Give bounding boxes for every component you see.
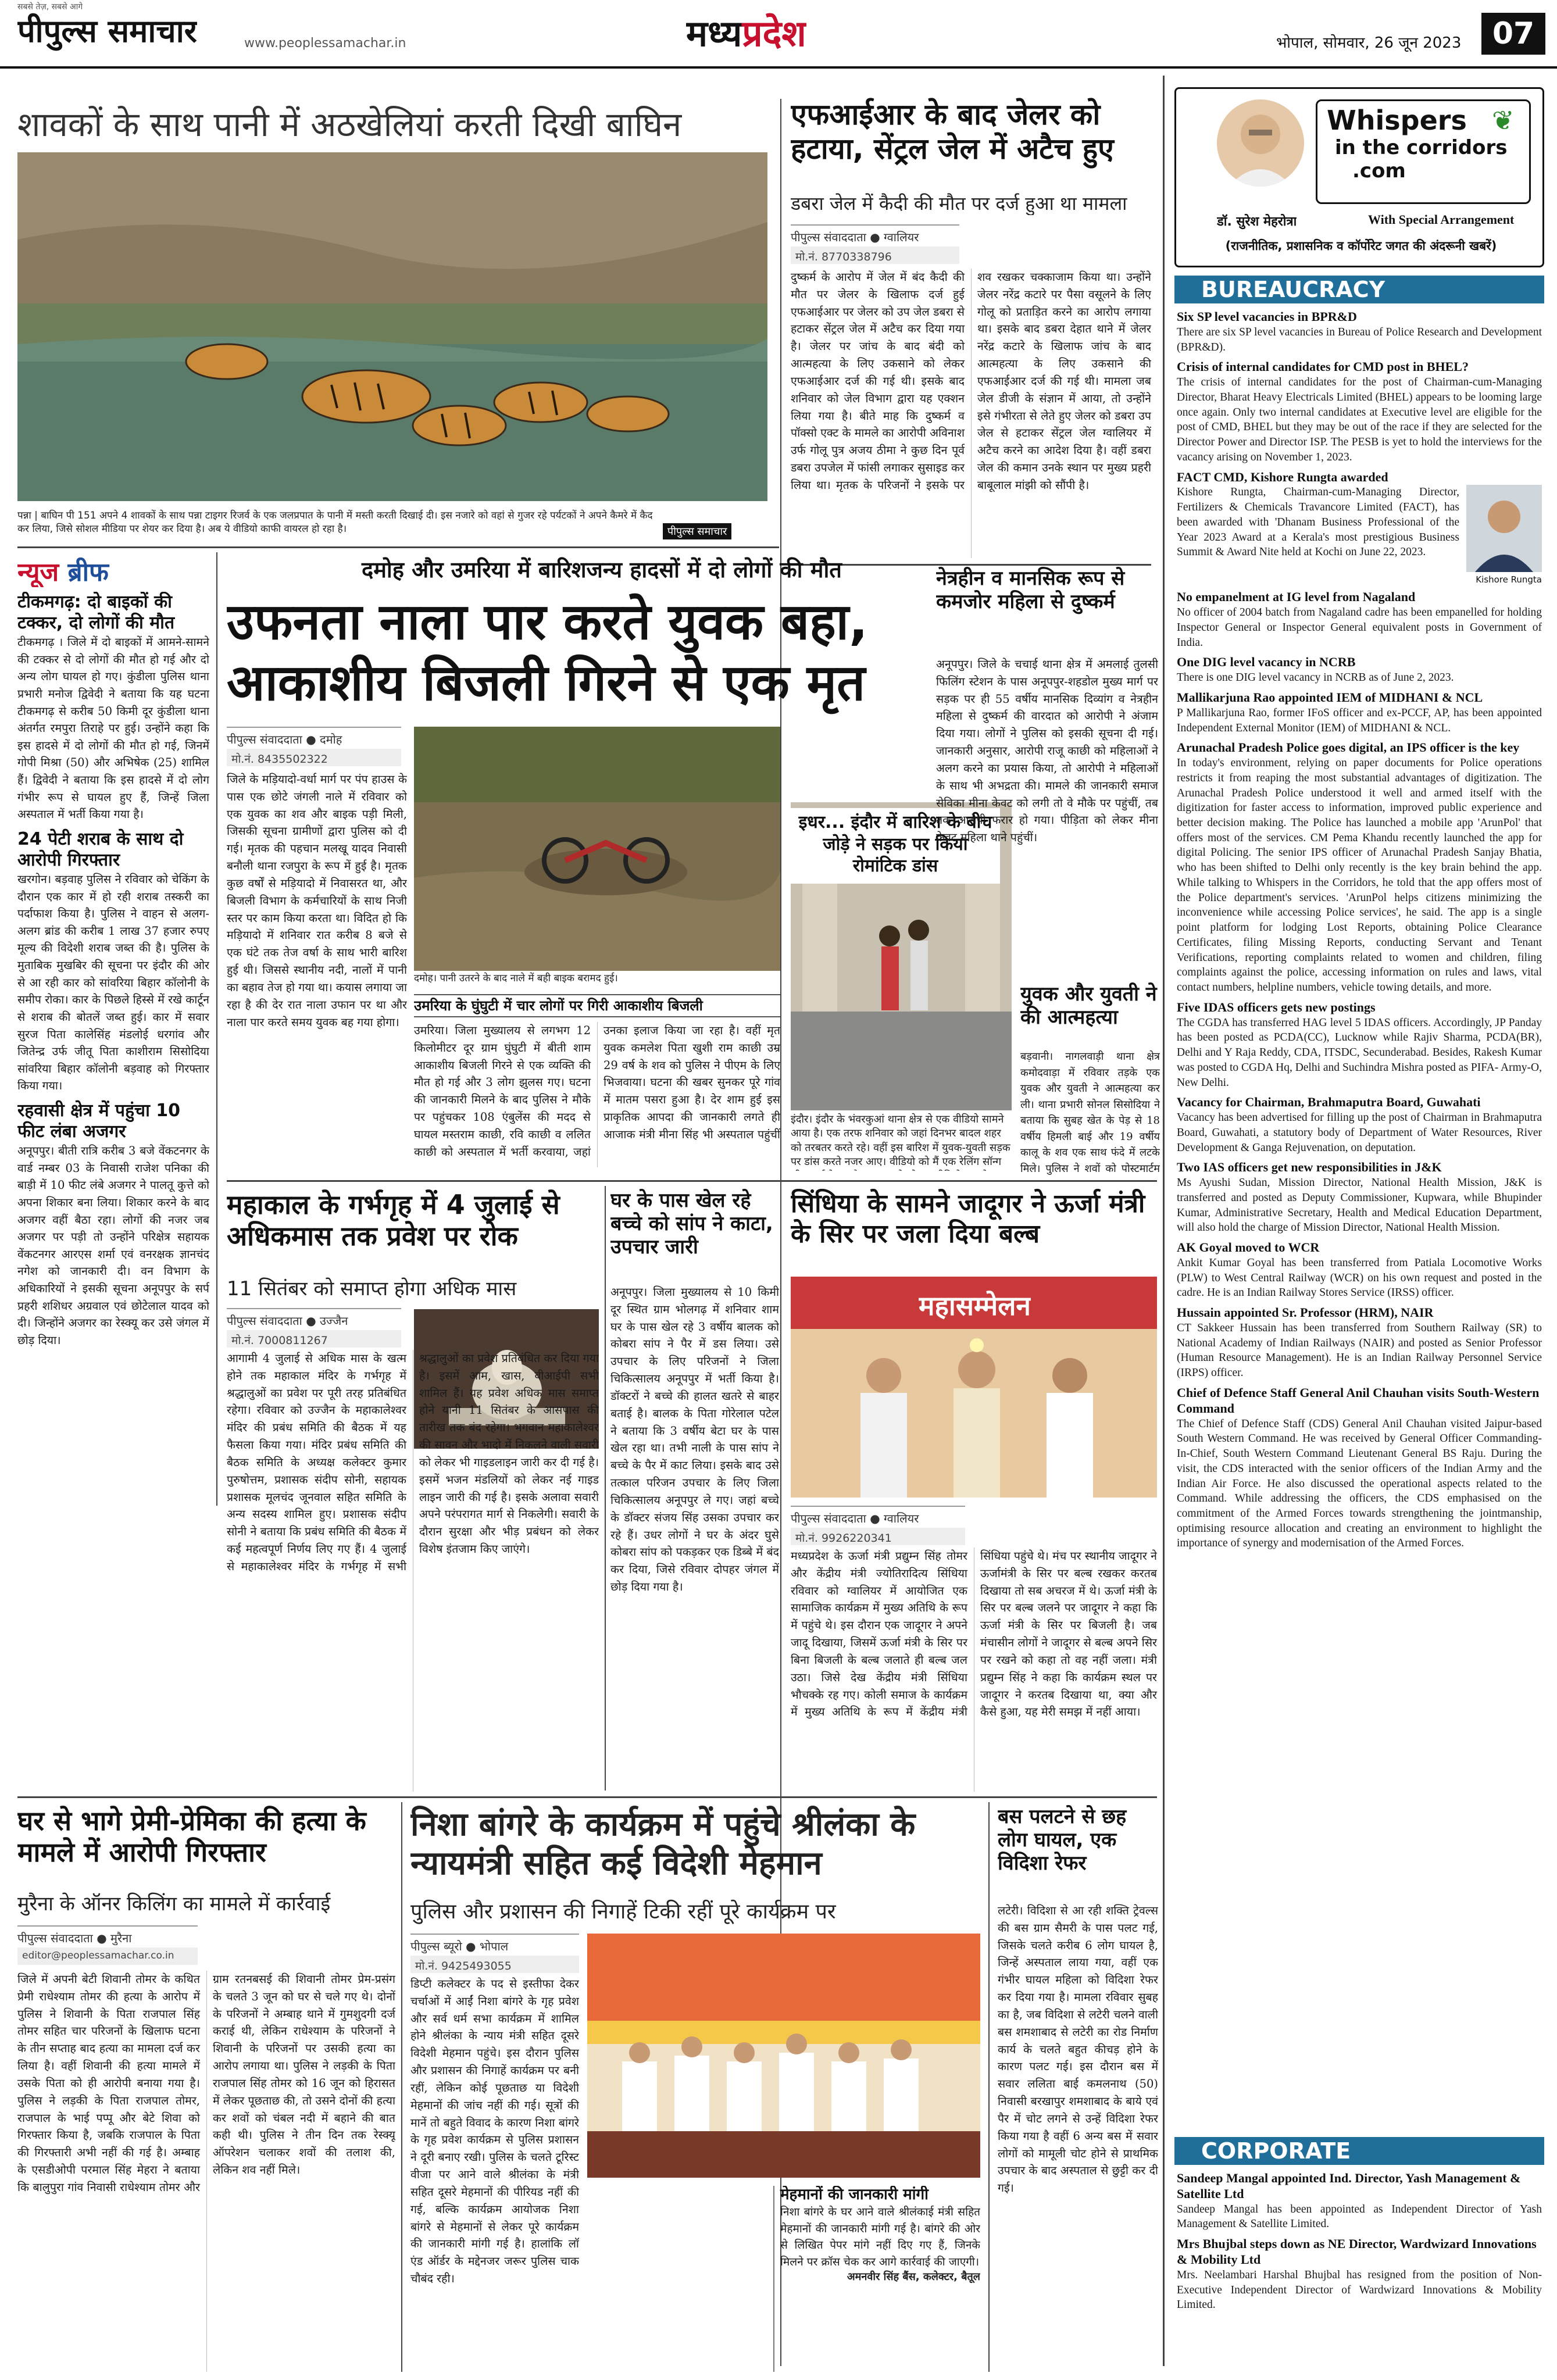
website-link[interactable]: www.peoplessamachar.in xyxy=(244,36,406,51)
brief-text: खरगोन। बड़वाह पुलिस ने रविवार को चेकिंग के दौरान एक कार में हो रही शराब तस्करी का पर्दाफाश किया है। पुलिस ने वाहन से अलग-अलग ब्रांड की करीब 1 लाख 37 हजार रुपए मूल्य की विदेशी शराब जब्त की है। पुलिस के मुताबिक मुखबिर की सूचना पर इंदौर की ओर से आ रही कार को सांवरिया बिहार कॉलोनी के समीप रोका। कार के पिछले हिस्से में रखे कार्टून से शराब की बोतलें जब्त हुई। कार में सवार सुरज पिता कालेसिंह मंडलोई धरगांव और जितेन्द्र उर्फ जीतू पिता काशीराम सिसोदिया सांवरिया बिहार कॉलोनी बड़वाह को गिरफ्तार किया गया। xyxy=(17,872,209,1093)
nisha-info-box xyxy=(773,2186,980,2372)
rungta-photo-label: Kishore Rungta xyxy=(1476,574,1542,585)
mentally-body: अनूपपुर। जिले के चचाई थाना क्षेत्र में अमलाई तुलसी फिलिंग स्टेशन के पास अनूपपुर-शहडोल मुख्य मार्ग पर सड़क पर ही 55 वर्षीय मानसिक दिव्यांग व नेत्रहीन महिला से दुष्कर्म की वारदात को आरोपी ने अंजाम दिया गया। लोगों ने पुलिस को इसकी सूचना दी गई। जानकारी अनुसार, आरोपी राजू काछी को महिलाओं ने अलग करने का प्रयास किया, तो आरोपी ने महिलाओं के साथ भी अभद्रता की। मामले की जानकारी समाज सेविका मीना केवट को लगी तो वे मौके पर पहुंचीं, तब तक आरोपी फरार हो गया। पीड़िता को लेकर मीना केवट महिला थाने पहुंचीं। xyxy=(936,657,1158,845)
damoh-headline: उफनता नाला पार करते युवक बहा, आकाशीय बिजली गिरने से एक मृत xyxy=(227,593,868,712)
honour-body: जिले में अपनी बेटी शिवानी तोमर के कथित प्रेमी राधेश्याम तोमर की हत्या के आरोप में पुलिस ने शिवानी के पिता राजपाल सिंह तोमर सहित चार परिजनों के खिलाफ घटना के तीन सप्ताह बाद हत्या का मामला दर्ज कर लिया है। वहीं शिवानी की हत्या मामले में उसके पिता को ही आरोपी बनाया गया है। पुलिस ने लड़की के पिता राजपाल तोमर, राजपाल के भाई पप्पू और बेटे शिवा को गिरफ्तार किया है, जबकि राजपाल के पिता की गिरफ्तारी अभी नहीं की गई है। अम्बाह के एसडीओपी परमाल सिंह मेहरा ने बताया कि बालुपुरा गांव निवासी राधेश्याम तोमर और ग्राम रतनबसई की शिवानी तोमर प्रेम-प्रसंग के चलते 3 जून को घर से चले गए थे। दोनों के परिजनों ने अम्बाह थाने में गुमशुदगी दर्ज कराई थी, लेकिन राधेश्याम के परिजनों ने शिवानी के परिजनों पर उसकी हत्या का आरोप लगाया था। पुलिस ने लड़की के पिता राजपाल सिंह तोमर को 16 जून को हिरासत में लेकर पूछताछ की, तो उसने दोनों की हत्या कर शवों को चंबल नदी में बहाने की बात कही थी। पुलिस ने तीन दिन तक रेस्क्यू ऑपरेशन चलाकर शवों की तलाश की, लेकिन शव नहीं मिले। xyxy=(17,1972,395,2194)
honour-byline: पीपुल्स संवाददाता ● मुरैना xyxy=(17,1925,198,1945)
whispers-item xyxy=(1177,690,1542,735)
whispers-item xyxy=(1177,1305,1542,1381)
jailer-headline: एफआईआर के बाद जेलर को हटाया, सेंट्रल जेल में अटैच हुए xyxy=(791,98,1114,166)
scindia-banner-text: महासम्मेलन xyxy=(919,1290,1031,1321)
column-divider xyxy=(216,552,217,1506)
whispers-item xyxy=(1177,1385,1542,1551)
news-brief xyxy=(17,592,209,1493)
corporate-item xyxy=(1177,2171,1542,2232)
bus-headline: बस पलटने से छह लोग घायल, एक विदिशा रेफर xyxy=(998,1805,1127,1875)
whispers-item-text: The crisis of internal candidates for the post of Chairman-cum-Managing Director, Bharat Heavy Electricals Limited (BHEL) appears to be looming large once again. Only two internal candidates at Executive level are eligible for the post of CMD, BHEL but they may be out of the race if they are selected for the Director Power and Director ISP. The PESB is yet to hold the interviews for the vacancy arising on November 1, 2023. xyxy=(1177,376,1542,463)
umaria-title: उमरिया के घुंघुटी में चार लोगों पर गिरी आकाशीय बिजली xyxy=(414,994,780,1017)
whispers-item-title: Six SP level vacancies in BPR&D xyxy=(1177,309,1357,324)
whispers-item xyxy=(1177,655,1542,685)
brief-title: रहवासी क्षेत्र में पहुंचा 10 फीट लंबा अजगर xyxy=(17,1100,181,1142)
column-divider xyxy=(988,1802,990,2372)
section-divider xyxy=(17,1796,1157,1798)
damoh-body: जिले के मड़ियादो-वर्धा मार्ग पर पंप हाउस के पास एक छोटे जंगली नाले में रविवार को एक युवक का शव और बाइक पड़ी मिली, जिसकी सूचना ग्रामीणों द्वारा पुलिस को दी गई। मृतक की पहचान मलखू यादव निवासी बनौली थाना रजपुरा के रूप में हुई है। मृतक कुछ वर्षों से मड़ियादो में निवासरत था, और बिजली विभाग के कर्मचारियों के साथ निजी स्तर पर काम किया करता था। विदित हो कि मड़ियादो में शनिवार रात करीब 8 बजे से एक घंटे तक तेज वर्षा के साथ भारी बारिश हुई थी। जिससे स्थानीय नदी, नालों में पानी का बहाव तेज हो गया था। कयास लगाया जा रहा है की देर रात नाला उफान पर था और नाला पार करते समय युवक बह गया होगा। xyxy=(227,773,407,1029)
damoh-byline: पीपुल्स संवाददाता ● दमोह xyxy=(227,727,401,746)
whispers-item xyxy=(1177,359,1542,464)
whispers-item-text: There are six SP level vacancies in Bureau of Police Research and Development (BPR&D). xyxy=(1177,326,1542,353)
indore-pill: इधर... इंदौर में बारिश के बीच जोड़े ने सड़क पर किया रोमांटिक डांस xyxy=(791,808,1000,884)
scindia-body: मध्यप्रदेश के ऊर्जा मंत्री प्रद्युम्न सिंह तोमर और केंद्रीय मंत्री ज्योतिरादित्य सिंधिया रविवार को ग्वालियर में आयोजित एक सामाजिक कार्यक्रम में मुख्य अतिथि के रूप में पहुंचे थे। इस दौरान एक जादूगर ने अपने जादू दिखाया, जिसमें ऊर्जा मंत्री के सिर पर बिना बिजली के बल्ब जलाते ही बल्ब जल उठा। जिसे देख केंद्रीय मंत्री सिंधिया भौचक्के रह गए। कोली समाज के कार्यक्रम में मुख्य अतिथि के रूप में केंद्रीय मंत्री सिंधिया पहुंचे थे। मंच पर स्थानीय जादूगर ने ऊर्जामंत्री के सिर पर बल्ब रखकर करतब दिखाया तो सब अचरज में थे। ऊर्जा मंत्री के सिर पर बल्ब जलने पर जादूगर ने कहा कि ऊर्जा मंत्री के सिर पर बिजली है। जब मंचासीन लोगों ने जादूगर से बल्ब अपने सिर पर रखने को कहा तो वह नहीं जला। मंत्री प्रद्युम्न सिंह ने कहा कि कार्यक्रम स्थल पर जादूगर ने करतब दिखाया था, क्या और कैसे हुआ, यह मेरी समझ में नहीं आया। xyxy=(791,1549,1157,1719)
snake-body: अनूपपुर। जिला मुख्यालय से 10 किमी दूर स्थित ग्राम भोलगढ़ में शनिवार शाम घर के पास खेल रहे 3 वर्षीय बालक को कोबरा सांप ने पैर में डस लिया। उसे उपचार के लिए परिजनों ने जिला चिकित्सालय अनूपपुर में भर्ती किया है। डॉक्टरों ने बच्चे की हालत खतरे से बाहर बताई है। बालक के पिता गोरेलाल पटेल ने बताया कि 3 वर्षीय बेटा घर के पास खेल रहा था। तभी नाली के पास सांप ने बच्चे के पैर में काट लिया। इसके बाद उसे तत्काल परिजन उपचार के लिए जिला चिकित्सालय अनूपपुर ले गए। जहां बच्चे के डॉक्टर संजय सिंह उसका उपचार कर रहे हैं। उधर लोगों ने घर के अंदर घुसे कोबरा सांप को पकड़कर एक डिब्बे में बंद कर दिया, जिसे रविवार दोपहर जंगल में छोड़ दिया गया है। xyxy=(610,1285,779,1594)
leaf-icon: ❦ xyxy=(1492,105,1515,136)
nisha-box-signature: अमनवीर सिंह बैंस, कलेक्टर, बैतूल xyxy=(847,2271,980,2283)
tiger-caption: पन्ना | बाघिन पी 151 अपने 4 शावकों के साथ पन्ना टाइगर रिजर्व के एक जलप्रपात के पानी में मस्ती करती दिखाई दी। इस नजारे को वहां से गुजर रहे पर्यटकों ने अपने कैमरे में कैद कर लिया, जिसे सोशल मीडिया पर शेयर कर दिया है। अब ये वीडियो काफी वायरल हो रहा है। xyxy=(17,510,653,535)
whispers-item-text: Kishore Rungta, Chairman-cum-Managing Director, Fertilizers & Chemicals Travancore Limited (FACT), has been awarded with 'Dhanam Business Professional of the Year 2023 Award at a Kerala's most prestigious Business Summit & Award Nite held at Kochi on June 22, 2023. xyxy=(1177,486,1459,559)
news-brief-label xyxy=(17,553,198,587)
brief-text: अनूपपुर। बीती रात्रि करीब 3 बजे वेंकटनगर के वार्ड नम्बर 03 के निवासी राजेश पनिका की बाड़ी में 10 फीट लंबे अजगर ने पालतू कुत्ते को अपना शिकार बना लिया। शिकार करने के बाद अजगर वहीं बैठा रहा। लोगों की नजर जब अजगर पर पड़ी तो उन्होंने परिक्षेत्र सहायक वेंकटनगर आरएस शर्मा एवं वनरक्षक ज्ञानचंद नगेश को जानकारी दी। वन विभाग के अधिकारियों ने इसकी सूचना अनूपपुर के सर्प प्रहरी शशिधर अग्रवाल एवं छोटेलाल यादव को दी। जिन्होंने अजगर का रेस्क्यू कर उसे जंगल में छोड़ दिया। xyxy=(17,1144,209,1347)
corporate-item-title: Sandeep Mangal appointed Ind. Director, Yash Management & Satellite Ltd xyxy=(1177,2171,1521,2201)
whispers-item xyxy=(1177,470,1542,585)
corporate-items xyxy=(1177,2171,1542,2368)
author-name: डॉ. सुरेश मेहरोत्रा xyxy=(1217,215,1297,229)
nisha-byline: पीपुल्स ब्यूरो ● भोपाल xyxy=(410,1934,579,1953)
damoh-kicker: दमोह और उमरिया में बारिशजन्य हादसों में दो लोगों की मौत xyxy=(362,557,842,583)
section-prefix: मध्य xyxy=(686,12,742,55)
jailer-byline: पीपुल्स संवाददाता ● ग्वालियर xyxy=(791,224,959,244)
nisha-box-title: मेहमानों की जानकारी मांगी xyxy=(780,2186,929,2203)
jailer-subhead: डबरा जेल में कैदी की मौत पर दर्ज हुआ था मामला xyxy=(791,192,1127,215)
whispers-item xyxy=(1177,309,1542,355)
page-number: 07 xyxy=(1481,13,1545,55)
author-portrait-image xyxy=(1217,99,1304,187)
whispers-item-title: One DIG level vacancy in NCRB xyxy=(1177,655,1356,670)
whispers-tagline: (राजनीतिक, प्रशासनिक व कॉर्पोरेट जगत की अंदरूनी खबरें) xyxy=(1225,239,1497,253)
column-divider xyxy=(401,1802,402,2372)
whispers-item xyxy=(1177,589,1542,650)
whispers-item-title: AK Goyal moved to WCR xyxy=(1177,1240,1320,1255)
tiger-photo-image xyxy=(17,152,767,501)
column-divider xyxy=(605,1186,606,1791)
whispers-item-title: Five IDAS officers gets new postings xyxy=(1177,999,1376,1014)
rungta-portrait-image xyxy=(1466,485,1542,572)
author-portrait xyxy=(1217,99,1304,187)
news-brief-label-a: न्यूज xyxy=(17,558,59,587)
masthead xyxy=(0,0,1557,69)
column-divider xyxy=(1163,76,1165,2366)
scindia-byline: पीपुल्स संवाददाता ● ग्वालियर xyxy=(791,1506,965,1525)
honour-headline: घर से भागे प्रेमी-प्रेमिका की हत्या के मामले में आरोपी गिरफ्तार xyxy=(17,1805,366,1868)
whispers-item xyxy=(1177,1000,1542,1091)
bike-photo-caption: दमोह। पानी उतरने के बाद नाले में बही बाइक बरामद हुई। xyxy=(414,972,780,989)
brief-title: 24 पेटी शराब के साथ दो आरोपी गिरफ्तार xyxy=(17,828,184,870)
snake-headline: घर के पास खेल रहे बच्चे को सांप ने काटा, उपचार जारी xyxy=(610,1189,773,1259)
honour-subhead: मुरैना के ऑनर किलिंग का मामले में कार्रवाई xyxy=(17,1892,331,1916)
tiger-photo xyxy=(17,152,767,501)
nisha-headline: निशा बांगरे के कार्यक्रम में पहुंचे श्रीलंका के न्यायमंत्री सहित कई विदेशी मेहमान xyxy=(410,1806,916,1883)
corporate-item-text: Mrs. Neelambari Harshal Bhujbal has resigned from the position of Non-Executive Independent Director of Wardwizard Innovations & Mobility Limited. xyxy=(1177,2268,1542,2311)
bus-body: लटेरी। विदिशा से आ रही शक्ति ट्रेवल्स की बस ग्राम सैमरी के पास पलट गई, जिसके चलते करीब 6 लोग घायल है, जिन्हें अस्पताल लाया गया, वहीं एक गंभीर घायल महिला को विदिशा रेफर कर दिया गया है। मामला रविवार सुबह का है, जब विदिशा से लटेरी चलने वाली बस शमशाबाद से लटेरी का रोड निर्माण कार्य के चलते बहुत कीचड़ होने के कारण पलट गई। इस दौरान बस में सवार ललिता बाई कमलनाथ (50) निवासी बरखापुर शमशाबाद के बाये एवं पैर में चोट लगने से उन्हें विदिशा रेफर किया गया है वहीं 6 अन्य बस में सवार लोगों को मामूली चोट होने से प्राथमिक उपचार के बाद अस्पताल से छुट्टी कर दी गई। xyxy=(998,1904,1158,2195)
whispers-item-title: Two IAS officers get new responsibilities in J&K xyxy=(1177,1160,1442,1175)
whispers-item-body xyxy=(1177,485,1542,585)
umaria-body: उमरिया। जिला मुख्यालय से लगभग 12 किलोमीटर दूर ग्राम घुंघुटी में बीती शाम आकाशीय बिजली गिरने से एक व्यक्ति की मौत हो गई और 3 लोग झुलस गए। घटना की जानकारी मिलने के बाद पुलिस ने मौके पर पहुंचकर 108 एंबुलेंस की मदद से घायल मस्तराम काछी, रवि काछी व ललित काछी को अस्पताल में भर्ती करवाया, जहां उनका इलाज किया जा रहा है। वहीं मृत युवक कमलेश पिता खुशी राम काछी उम्र 29 वर्ष के शव को पुलिस ने पीएम के लिए भिजवाया। घटना की खबर सुनकर पूरे गांव में मातम पसरा हुआ है। देर शाम हुई इस प्राकृतिक आपदा की जानकारी लगते ही आजाक मंत्री मीना सिंह भी अस्पताल पहुंचीं xyxy=(414,1024,780,1159)
whispers-logo-line2: in the corridors xyxy=(1335,136,1508,159)
whispers-item-title: Crisis of internal candidates for CMD post in BHEL? xyxy=(1177,359,1469,374)
brief-item xyxy=(17,829,209,1095)
whispers-item xyxy=(1177,740,1542,995)
section-title xyxy=(686,8,806,57)
whispers-logo xyxy=(1316,99,1531,204)
honour-email[interactable]: editor@peoplessamachar.co.in xyxy=(17,1947,198,1965)
whispers-item-text: Ms Ayushi Sudan, Mission Director, National Health Mission, J&K is transferred and posted as Deputy Commissioner, Kupwara, while Bhupinder Kumar, Administrative Secretary, Health and Medical Education Department, will also hold the charge of Mission Director, National Health Mission. xyxy=(1177,1177,1542,1234)
couple-headline: युवक और युवती ने की आत्महत्या xyxy=(1020,982,1157,1030)
brief-item xyxy=(17,1100,209,1349)
whispers-item-title: Arunachal Pradesh Police goes digital, an IPS officer is the key xyxy=(1177,740,1520,755)
scindia-mobile: मो.नं. 9926220341 xyxy=(791,1528,965,1545)
whispers-item-text: The Chief of Defence Staff (CDS) General Anil Chauhan visited Jaipur-based South Western Command. He was received by General Officer Commanding-In-Chief, South Western Command Lieutenant General BS Raju. During the visit, the CDS interacted with the senior officers of the Indian Army and the Indian Air Force. He also discussed the operational aspects related to the Command. While addressing the officers, the CDS emphasised on the commitment of the Armed Forces towards strengthening the jointmanship, optimising resource allocation and creating an environment to highlight the importance of synergy and modernisation of the Armed Forces. xyxy=(1177,1417,1542,1550)
whispers-item xyxy=(1177,1160,1542,1235)
rungta-photo xyxy=(1466,485,1542,585)
corporate-item-title: Mrs Bhujbal steps down as NE Director, Wardwizard Innovations & Mobility Ltd xyxy=(1177,2236,1537,2267)
damoh-mobile: मो.नं. 8435502322 xyxy=(227,749,401,766)
bike-photo-image xyxy=(414,727,780,971)
whispers-item xyxy=(1177,1240,1542,1300)
whispers-item-title: FACT CMD, Kishore Rungta awarded xyxy=(1177,469,1388,484)
mahakal-body: आगामी 4 जुलाई से अधिक मास के खत्म होने तक महाकाल मंदिर के गर्भगृह में श्रद्धालुओं का प्रवेश पर पूरी तरह प्रतिबंधित रहेगा। रविवार को उज्जैन के महाकालेश्वर मंदिर की प्रबंध समिति की बैठक में यह फैसला किया गया। मंदिर प्रबंध समिति की बैठक समिति के अध्यक्ष कलेक्टर कुमार पुरुषोत्तम, प्रशासक संदीप सोनी, सहायक प्रशासक मूलचंद जूनवाल सहित समिति के अन्य सदस्य शामिल हुए। प्रशासक संदीप सोनी ने बताया कि प्रबंध समिति की बैठक में कई महत्वपूर्ण निर्णय लिए गए हैं। 4 जुलाई से महाकालेश्वर मंदिर के गर्भगृह में सभी श्रद्धालुओं का प्रवेश प्रतिबंधित कर दिया गया है। इसमें आम, खास, वीआईपी सभी शामिल हैं। यह प्रवेश अधिक मास समाप्त होने यानी 11 सितंबर के आसपास की तारीख तक बंद रहेगा। भगवान महाकालेश्वर की सावन और भादो में निकलने वाली सवारी को लेकर भी गाइडलाइन जारी कर दी गई है। इसमें भजन मंडलियों को लेकर नई गाइड लाइन जारी की गई है। इसके अलावा सवारी अपने परंपरागत मार्ग से निकलेगी। सवारी के दौरान सुरक्षा और भीड़ प्रबंधन को लेकर विशेष इंतजाम किए जाएंगे। xyxy=(227,1352,599,1573)
whispers-logo-line3: .com xyxy=(1352,159,1406,183)
whispers-item-text: In today's environment, relying on paper documents for Police operations restricts it from reaping the most substantial advantages of digitization. The Arunachal Pradesh Police understood it well and armed itself with the digitization for faster access to information, improved public experience and better decision making. The Police has launched a mobile app 'ArunPol' that offers most of the services. CM Pema Khandu recently launched the app for digital Policing. The senior IPS officer of Arunachal Pradesh Sanjay Bhatia, who has been shifted to Delhi only recently is the key brain behind the app. While talking to Whispers in the Corridors, he told that the app offers most of the Police department's services. 'ArunPol helps citizens minimizing the inconvenience while accessing Police services', he said. The app is a single point platform for lodging Lost Reports, obtaining Police Clearance Certificates, filing Missing Reports, conducting Servant and Tenant Verifications, reporting complaints related to women and children, filing complaints against the police, accessing information on rules and laws, vital contact numbers, helpline numbers, vehicle towing details, and more. xyxy=(1177,757,1542,994)
arrangement-note: With Special Arrangement xyxy=(1368,212,1515,227)
corporate-item-text: Sandeep Mangal has been appointed as Independent Director of Yash Management & Satellite Limited. xyxy=(1177,2203,1542,2231)
nisha-body-col2 xyxy=(587,2186,762,2372)
section-divider xyxy=(17,546,779,548)
nisha-photo-image xyxy=(587,1934,980,2178)
mahakal-subhead: 11 सितंबर को समाप्त होगा अधिक मास xyxy=(227,1277,517,1300)
whispers-item-text: Vacancy has been advertised for filling up the post of Chairman in Brahmaputra Board, Guwahati, a statutory body of Department of Water Resources, River Development & Ganga Rejuvenation, on deputation. xyxy=(1177,1112,1542,1154)
tiger-photo-credit: पीपुल्स समाचार xyxy=(663,523,731,539)
nisha-subhead: पुलिस और प्रशासन की निगाहें टिकी रहीं पूरे कार्यक्रम पर xyxy=(410,1900,836,1924)
brief-text: टीकमगढ़ । जिले में दो बाइकों में आमने-सामने की टक्कर से दो लोगों की मौत हो गई और दो अन्य लोग घायल हो गए। कुंडीला पुलिस थाना प्रभारी मनोज द्विवेदी ने बताया कि यह घटना टीकमगढ़ से करीब 50 किमी दूर कुंडीला थाना अंतर्गत रमपुरा तिराहे पर हुई। उन्होंने कहा कि इस हादसे में दो लोगों की मौत हो गई, जिनमें गोपी मिश्रा (50) और अभिषेक (25) शामिल हैं। द्विवेदी ने बताया कि इस हादसे में दो लोग गंभीर रूप से घायल हुए हैं, जिन्हें जिला अस्पताल में भर्ती किया गया है। xyxy=(17,635,209,821)
whispers-item xyxy=(1177,1095,1542,1155)
brief-item xyxy=(17,592,209,823)
brief-title: टीकमगढ़: दो बाइकों की टक्कर, दो लोगों की मौत xyxy=(17,592,175,633)
nisha-photo xyxy=(587,1934,980,2178)
whispers-logo-line1: Whispers xyxy=(1327,105,1467,136)
scindia-headline: सिंधिया के सामने जादूगर ने ऊर्जा मंत्री के सिर पर जला दिया बल्ब xyxy=(791,1189,1145,1249)
section-divider xyxy=(227,1180,1157,1182)
whispers-header xyxy=(1174,87,1544,267)
scindia-photo xyxy=(791,1277,1157,1498)
whispers-item-text: There is one DIG level vacancy in NCRB as of June 2, 2023. xyxy=(1177,671,1454,684)
section-suffix: प्रदेश xyxy=(742,12,806,55)
bureaucracy-ribbon: BUREAUCRACY xyxy=(1174,276,1544,303)
whispers-item-text: The CGDA has transferred HAG level 5 IDAS officers. Accordingly, JP Panday has been posted as PCDA(CC), Lucknow while Rajiv Sharma, PCDA(BR), Delhi and Y Raja Reddy, CDA, ITSDC, Secunderabad. Besides, Rakesh Kumar was posted to CGDA Hq, Delhi and Suchindra Mishra posted as PIFA- Army-O, New Delhi. xyxy=(1177,1016,1542,1089)
newspaper-logo: पीपुल्स समाचार xyxy=(17,13,197,49)
whispers-item-title: Chief of Defence Staff General Anil Chauhan visits South-Western Command xyxy=(1177,1385,1540,1416)
corporate-item xyxy=(1177,2236,1542,2313)
whispers-item-text: Ankit Kumar Goyal has been transferred from Patiala Locomotive Works (PLW) to West Central Railway (WCR) on his own request and posted in the cadre. He is an Indian Railway Stores Service (IRSS) officer. xyxy=(1177,1256,1542,1299)
mentally-headline: नेत्रहीन व मानसिक रूप से कमजोर महिला से दुष्कर्म xyxy=(936,567,1125,614)
mahakal-headline: महाकाल के गर्भगृह में 4 जुलाई से अधिकमास तक प्रवेश पर रोक xyxy=(227,1189,560,1252)
whispers-item-text: No officer of 2004 batch from Nagaland cadre has been empanelled for holding Inspector General or Inspector General equivalent posts in Government of India. xyxy=(1177,606,1542,649)
nisha-mobile: मो.नं. 9425493055 xyxy=(410,1956,579,1973)
couple-body: बड़वानी। नागलवाड़ी थाना क्षेत्र कमोदवाड़ा में रविवार तड़के एक युवक और युवती ने आत्महत्या कर ली। थाना प्रभारी सोनल सिसोदिया ने बताया कि सुबह खेत के पेड़ से 18 वर्षीय हिमली बाई और 19 वर्षीय कालू के शव एक साथ फंदे में लटके मिले। पुलिस ने शवों को पोस्टमार्टम xyxy=(1020,1050,1160,1175)
whispers-item-title: Hussain appointed Sr. Professor (HRM), NAIR xyxy=(1177,1305,1434,1320)
jailer-body: दुष्कर्म के आरोप में जेल में बंद कैदी की मौत पर जेलर के खिलाफ दर्ज हुई एफआईआर पर जेलर को उप जेल डबरा से हटाकर सेंट्रल जेल में अटैच कर दिया गया है। जेलर पर जांच के बाद बंदी को आत्महत्या के लिए उकसाने को लेकर एफआईआर दर्ज की गई थी। इसके बाद शनिवार को जेल विभाग द्वारा यह एक्शन लिया गया है। बीते माह कि दुष्कर्म व पॉक्सो एक्ट के मामले का आरोपी अविनाश उर्फ गोलू पुत्र अजय ठीमा ने कुछ दिन पूर्व डबरा उपजेल में फांसी लगाकर सुसाइड कर लिया था। मृतक के परिजनों ने इसके पर शव रखकर चक्काजाम किया था। उन्होंने जेलर नरेंद्र कटारे पर पैसा वसूलने के लिए गोलू को प्रताड़ित करने का आरोप लगाया था। इसके बाद डबरा देहात थाने में जेलर नरेंद्र कटारे के खिलाफ जांच के बाद आत्महत्या के लिए उकसाने की एफआईआर दर्ज की गई थी। मामला जब जेल डीजी के संज्ञान में आया, तो उन्होंने इसे गंभीरता से लेते हुए जेलर को डबरा उप जेल से हटाकर सेंट्रल जेल ग्वालियर में अटैच करने का आदेश दिया है। वहीं डबरा जेल की कमान उनके स्थान पर मुख्य प्रहरी बाबूलाल मांझी को सौंपी है। xyxy=(791,270,1151,492)
indore-caption: इंदौर। इंदौर के भंवरकुआं थाना क्षेत्र से एक वीडियो सामने आया है। एक तरफ शनिवार को जहां दिनभर बादल शहर को तरबतर करते रहे। वहीं इस बारिश में युवक-युवती सड़क पर डांस करते नजर आए। वीडियो को मैं एक रेलिंग सॉन्ग xyxy=(791,1113,1010,1168)
news-brief-label-b: ब्रीफ xyxy=(67,558,109,587)
dateline: भोपाल, सोमवार, 26 जून 2023 xyxy=(1276,34,1462,52)
tiger-headline: शावकों के साथ पानी में अठखेलियां करती दिखी बाघिन xyxy=(17,105,682,144)
mahakal-mobile: मो.नं. 7000811267 xyxy=(227,1330,401,1348)
logo-tagline: सबसे तेज़, सबसे आगे xyxy=(17,2,83,12)
jailer-mobile: मो.नं. 8770338796 xyxy=(791,246,959,264)
bike-photo xyxy=(414,727,780,971)
whispers-item-text: CT Sakkeer Hussain has been transferred from Southern Railway (SR) to National Academy of Indian Railways (NAIR) and posted as Senior Professor (Human Resource Management). He is an Indian Railway Personnel Service (IRPS) officer. xyxy=(1177,1321,1542,1380)
whispers-items xyxy=(1177,309,1542,2059)
whispers-item-text: P Mallikarjuna Rao, former IFoS officer and ex-PCCF, AP, has been appointed Independent External Monitor (IEM) of MIDHANI & NCL. xyxy=(1177,706,1542,734)
corporate-ribbon: CORPORATE xyxy=(1174,2137,1544,2165)
nisha-body-col1: डिप्टी कलेक्टर के पद से इस्तीफा देकर चर्चाओं में आईं निशा बांगरे के गृह प्रवेश और सर्व धर्म सभा कार्यक्रम में शामिल होने श्रीलंका के न्याय मंत्री सहित दूसरे विदेशी मेहमान पहुंचे। इस दौरान पुलिस और प्रशासन की निगाहें कार्यक्रम पर बनी रहीं, लेकिन कोई पूछताछ या विदेशी मेहमानों की जांच नहीं की गई। सूत्रों की मानें तो बहुते विवाद के कारण निशा बांगरे के गृह प्रवेश कार्यक्रम से पुलिस प्रशासन ने दूरी बनाए रखी। पुलिस के चलते टूरिस्ट वीजा पर आने वाले श्रीलंका के मंत्री सहित दूसरे मेहमानों की पीरियड नहीं की गई, बल्कि कार्यक्रम आयोजक निशा बांगरे से मेहमानों से लेकर पूरे कार्यक्रम की जानकारी मांगी गई है। हालांकि लॉ एंड ऑर्डर के मद्देनजर जरूर पुलिस चाक चौबंद रही। xyxy=(410,1977,579,2286)
mahakal-byline: पीपुल्स संवाददाता ● उज्जैन xyxy=(227,1308,401,1328)
whispers-item-title: Vacancy for Chairman, Brahmaputra Board, Guwahati xyxy=(1177,1095,1481,1110)
whispers-item-title: Mallikarjuna Rao appointed IEM of MIDHANI & NCL xyxy=(1177,689,1483,705)
nisha-box-text: निशा बांगरे के घर आने वाले श्रीलंकाई मंत्री सहित मेहमानों की जानकारी मांगी गई है। बांगरे की ओर से लिखित पेपर मांगे नहीं दिए गए हैं, जिनके मिलने पर क्रॉस चेक कर आगे कार्रवाई की जाएगी। xyxy=(780,2205,980,2269)
whispers-item-title: No empanelment at IG level from Nagaland xyxy=(1177,589,1416,605)
